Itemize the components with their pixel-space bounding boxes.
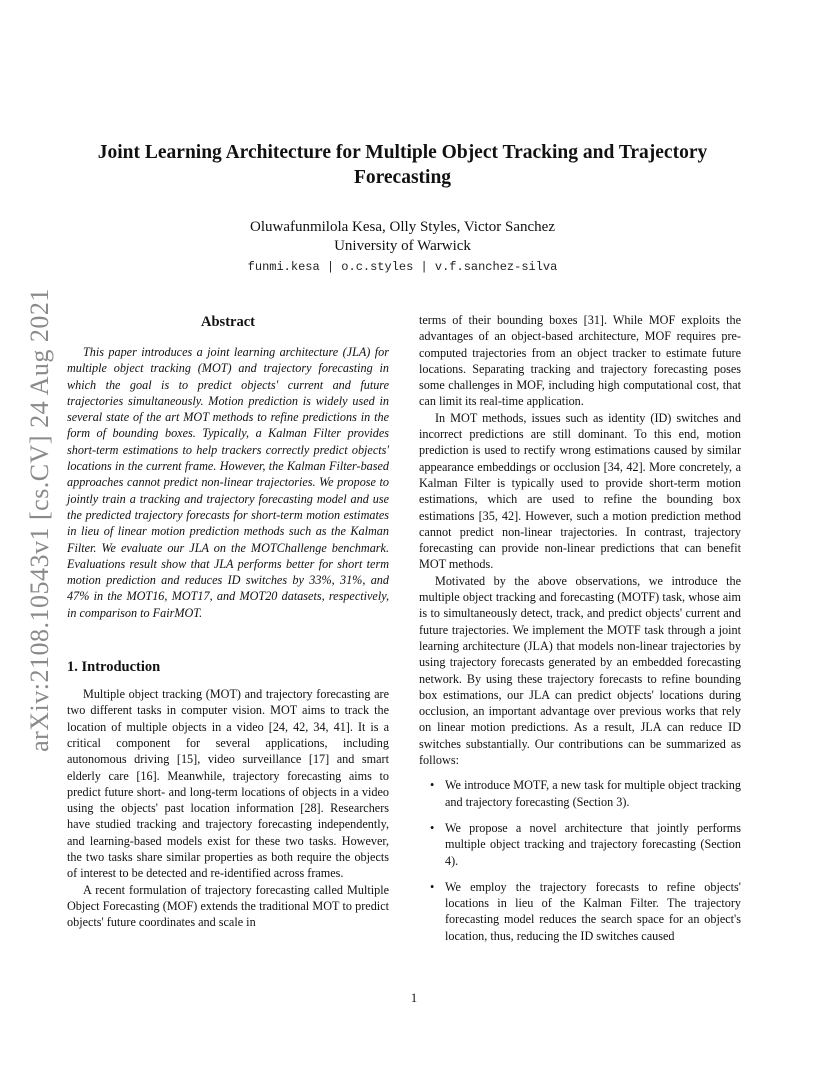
bullet-icon: • (430, 879, 435, 894)
list-item (430, 777, 741, 810)
contribution-text: We employ the trajectory forecasts to refine objects' locations in lieu of the Kalman Filter. The trajectory forecasting model reduces the search space for an object's location, thus, reducing the ID switches caused (445, 879, 741, 943)
left-column (67, 312, 389, 931)
intro-paragraph: Multiple object tracking (MOT) and trajectory forecasting are two different tasks in computer vision. MOT aims to track the location of multiple objects in a video [24, 42, 34, 41]. It is a critical component for several applications, including autonomous driving [15], video surveillance [17] and smart elderly care [16]. Meanwhile, trajectory forecasting aims to predict future short- and long-term locations of objects in a video using the objects' past location information [28]. Researchers have studied tracking and trajectory forecasting independently, and learning-based models exist for these two tasks. However, the two tasks share similar properties as both require the objects of interest to be detected and re-identified across frames. (67, 687, 389, 881)
paper-title-line-2: Forecasting (353, 167, 452, 188)
abstract-heading: Abstract (201, 314, 255, 330)
author-emails: funmi.kesa | o.c.styles | v.f.sanchez-silva (247, 260, 558, 274)
abstract-text: This paper introduces a joint learning architecture (JLA) for multiple object tracking (MOT) and trajectory forecasting in which the goal is to predict objects' current and future trajectories simultaneously. Motion prediction is widely used in several state of the art MOT methods to refine predictions in the form of bounding boxes. Typically, a Kalman Filter provides short-term estimations to help trackers correctly predict objects' locations in the current frame. However, the Kalman Filter-based approaches cannot predict non-linear trajectories. We propose to jointly train a tracking and trajectory forecasting model and use the predicted trajectory forecasts for short-term motion estimates in lieu of linear motion prediction methods such as the Kalman Filter. We evaluate our JLA on the MOTChallenge benchmark. Evaluations result show that JLA performs better for short term motion prediction and reduces ID switches by 33%, 31%, and 47% in the MOT16, MOT17, and MOT20 datasets, respectively, in comparison to FairMOT. (67, 345, 389, 620)
author-affiliation: University of Warwick (334, 238, 471, 254)
list-item (430, 879, 741, 944)
contribution-text: We propose a novel architecture that jointly performs multiple object tracking and trajectory forecasting (Section 4). (445, 820, 741, 868)
paper-title (80, 140, 725, 190)
contribution-text: We introduce MOTF, a new task for multiple object tracking and trajectory forecasting (Section 3). (445, 778, 741, 809)
bullet-icon: • (430, 778, 435, 793)
list-item (430, 820, 741, 869)
author-names: Oluwafunmilola Kesa, Olly Styles, Victor Sanchez (249, 219, 555, 235)
intro-paragraph: A recent formulation of trajectory forecasting called Multiple Object Forecasting (MOF) extends the traditional MOT to predict objects' future coordinates and scale in (67, 882, 389, 930)
bullet-icon: • (430, 820, 435, 835)
page-number: 1 (410, 991, 418, 1005)
arxiv-identifier-text: arXiv:2108.10543v1 [cs.CV] 24 Aug 2021 (25, 288, 55, 752)
arxiv-identifier (22, 280, 58, 760)
right-column (419, 312, 741, 954)
intro-paragraph: terms of their bounding boxes [31]. While MOF exploits the advantages of an object-based architecture, MOF requires pre-computed trajectories from an object tracker to estimate future locations. Separating tracking and trajectory forecasting poses some challenges in MOF, including high computational cost, that can limit its real-time application. (419, 313, 741, 409)
paper-title-line-1: Joint Learning Architecture for Multiple Object Tracking and Trajectory (97, 142, 708, 163)
contributions-list (419, 777, 741, 944)
author-block (80, 218, 725, 256)
intro-paragraph: Motivated by the above observations, we introduce the multiple object tracking and forecasting (MOTF) task, whose aim is to simultaneously detect, track, and predict objects' current and future trajectories. We implement the MOTF task through a joint learning architecture (JLA) that models non-linear trajectories by using trajectory forecasts generated by an embedded forecasting network. By using these trajectory forecasts to refine bounding box estimations, our JLA can predict objects' locations during occlusion, an important advantage over previous works that rely on linear motion predictions. As a result, JLA can reduce ID switches substantially. Our contributions can be summarized as follows: (419, 573, 741, 768)
intro-paragraph: In MOT methods, issues such as identity (ID) switches and incorrect predictions are still dominant. To this end, motion prediction is used to rectify wrong estimations caused by similar appearance embeddings or occlusion [34, 42]. More concretely, a Kalman Filter is typically used to provide short-term motion estimations, which are used to refine the bounding box estimations [35, 42]. However, such a motion prediction method cannot predict non-linear trajectories. In contrast, trajectory forecasting can provide non-linear predictions that can benefit MOT methods. (419, 410, 741, 572)
section-heading-introduction: 1. Introduction (67, 659, 161, 676)
